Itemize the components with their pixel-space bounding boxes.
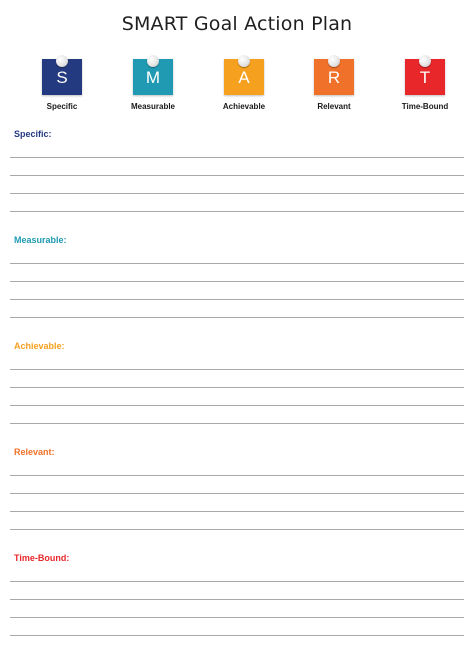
writing-line[interactable]: [10, 635, 464, 636]
writing-line[interactable]: [10, 599, 464, 600]
pushpin-icon: [147, 55, 159, 67]
pushpin-icon: [419, 55, 431, 67]
section-heading-time-bound: Time-Bound:: [14, 553, 70, 563]
tile-label-measurable: Measurable: [130, 102, 176, 111]
writing-line[interactable]: [10, 529, 464, 530]
smart-tile-specific: [22, 55, 102, 115]
writing-line[interactable]: [10, 511, 464, 512]
writing-line[interactable]: [10, 317, 464, 318]
writing-line[interactable]: [10, 475, 464, 476]
smart-tile-measurable: [113, 55, 193, 115]
letter-square-r: R: [314, 59, 354, 95]
tile-label-achievable: Achievable: [222, 102, 266, 111]
writing-line[interactable]: [10, 405, 464, 406]
writing-line[interactable]: [10, 193, 464, 194]
letter-square-t: T: [405, 59, 445, 95]
writing-line[interactable]: [10, 581, 464, 582]
pushpin-icon: [238, 55, 250, 67]
section-heading-specific: Specific:: [14, 129, 52, 139]
letter-square-s: S: [42, 59, 82, 95]
smart-tile-achievable: [204, 55, 284, 115]
letter-square-a: A: [224, 59, 264, 95]
writing-line[interactable]: [10, 175, 464, 176]
page-title: SMART Goal Action Plan: [121, 13, 353, 35]
tile-label-specific: Specific: [46, 102, 78, 111]
writing-line[interactable]: [10, 387, 464, 388]
pushpin-icon: [328, 55, 340, 67]
tile-label-time-bound: Time-Bound: [401, 102, 449, 111]
section-heading-relevant: Relevant:: [14, 447, 55, 457]
writing-line[interactable]: [10, 299, 464, 300]
writing-line[interactable]: [10, 493, 464, 494]
writing-line[interactable]: [10, 281, 464, 282]
section-heading-measurable: Measurable:: [14, 235, 67, 245]
section-heading-achievable: Achievable:: [14, 341, 65, 351]
writing-line[interactable]: [10, 263, 464, 264]
writing-line[interactable]: [10, 617, 464, 618]
writing-line[interactable]: [10, 369, 464, 370]
writing-line[interactable]: [10, 211, 464, 212]
letter-square-m: M: [133, 59, 173, 95]
smart-tile-relevant: [294, 55, 374, 115]
smart-letter-row: [0, 55, 474, 120]
tile-label-relevant: Relevant: [317, 102, 351, 111]
writing-line[interactable]: [10, 157, 464, 158]
smart-tile-time-bound: [385, 55, 465, 115]
writing-line[interactable]: [10, 423, 464, 424]
pushpin-icon: [56, 55, 68, 67]
